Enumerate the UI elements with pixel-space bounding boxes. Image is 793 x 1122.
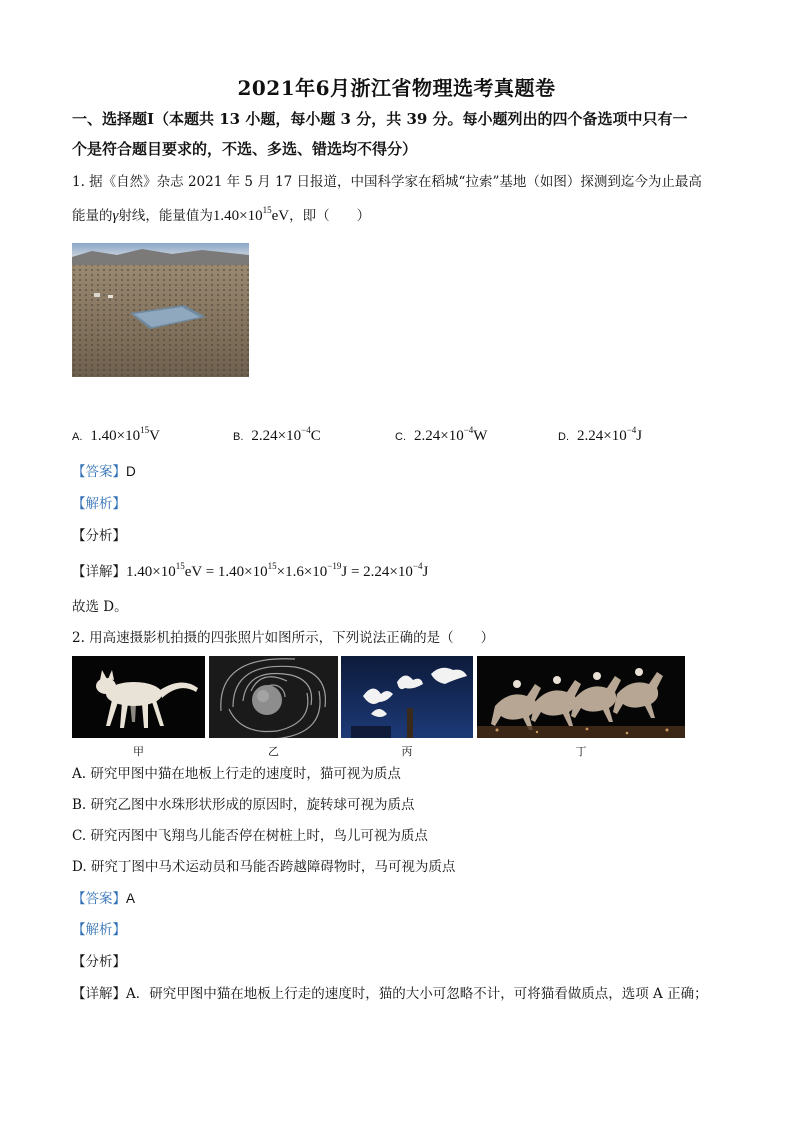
- q2-option-b[interactable]: B. 研究乙图中水珠形状形成的原因时，旋转球可视为质点: [72, 797, 415, 813]
- q1-option-b[interactable]: B. $2.24\times 10^{-4}C$: [233, 425, 321, 444]
- q2-option-c[interactable]: C. 研究丙图中飞翔鸟儿能否停在树桩上时，鸟儿可视为质点: [72, 828, 428, 844]
- caption-jia: 甲: [133, 745, 144, 758]
- q1-analysis-tag: 【解析】: [72, 496, 126, 512]
- q2-detail: 【详解】A．研究甲图中猫在地板上行走的速度时，猫的大小可忽略不计，可将猫看做质点，选项 A 正确；: [72, 986, 708, 1002]
- q1-detail: 【详解】$1.40\times 10^{15}eV = 1.40\times 10^{15}\times 1.6\times 10^{-19}J = 2.24\times 10^{-4}J$: [72, 561, 429, 580]
- gamma-symbol: γ: [112, 208, 119, 224]
- q2-stem: 2. 用高速摄影机拍摄的四张照片如图所示，下列说法正确的是（ ）: [72, 630, 495, 646]
- caption-ding: 丁: [575, 745, 587, 758]
- q1-conclusion: 故选 D。: [72, 599, 128, 615]
- q1-stem-line1: 1. 据《自然》杂志 2021 年 5 月 17 日报道，中国科学家在稻城“拉索”基地（如图）探测到迄今为止最高: [72, 174, 702, 190]
- spinning-ball-photo: [209, 656, 338, 738]
- cat-photo: [72, 656, 205, 738]
- q1-answer: 【答案】D: [72, 464, 136, 480]
- q2-option-d[interactable]: D. 研究丁图中马术运动员和马能否跨越障碍物时，马可视为质点: [72, 859, 456, 875]
- q2-option-a[interactable]: A. 研究甲图中猫在地板上行走的速度时，猫可视为质点: [72, 766, 401, 782]
- caption-bing: 丙: [401, 745, 413, 758]
- caption-yi: 乙: [268, 745, 279, 758]
- q1-option-d[interactable]: D. $2.24\times 10^{-4}J$: [558, 425, 643, 444]
- lhaaso-base-photo: [72, 243, 249, 377]
- q1-energy-value: $1.40\times 10^{15}eV$: [212, 205, 290, 224]
- q1-fenxi: 【分析】: [72, 528, 126, 544]
- q1-option-a[interactable]: A. $1.40\times 10^{15}V$: [72, 425, 160, 444]
- horse-rider-photo: [477, 656, 685, 738]
- q1-stem-post: ，即（ ）: [289, 208, 371, 224]
- q1-stem-pre: 能量的: [72, 208, 113, 224]
- q1-option-c[interactable]: C. $2.24\times 10^{-4}W$: [395, 425, 488, 444]
- section-heading-line2: 个是符合题目要求的，不选、多选、错选均不得分）: [72, 140, 418, 158]
- section-heading-line1: 一、选择题Ⅰ（本题共 13 小题，每小题 3 分，共 39 分。每小题列出的四个备选项中只有一: [72, 110, 688, 128]
- birds-photo: [341, 656, 473, 738]
- q2-fenxi: 【分析】: [72, 954, 126, 970]
- q1-stem-mid: 射线，能量值为: [118, 208, 213, 224]
- q2-answer: 【答案】A: [72, 891, 136, 907]
- q2-analysis-tag: 【解析】: [72, 922, 126, 938]
- page-title: 2021年6月浙江省物理选考真题卷: [237, 76, 556, 100]
- q1-stem-line2: [72, 206, 732, 226]
